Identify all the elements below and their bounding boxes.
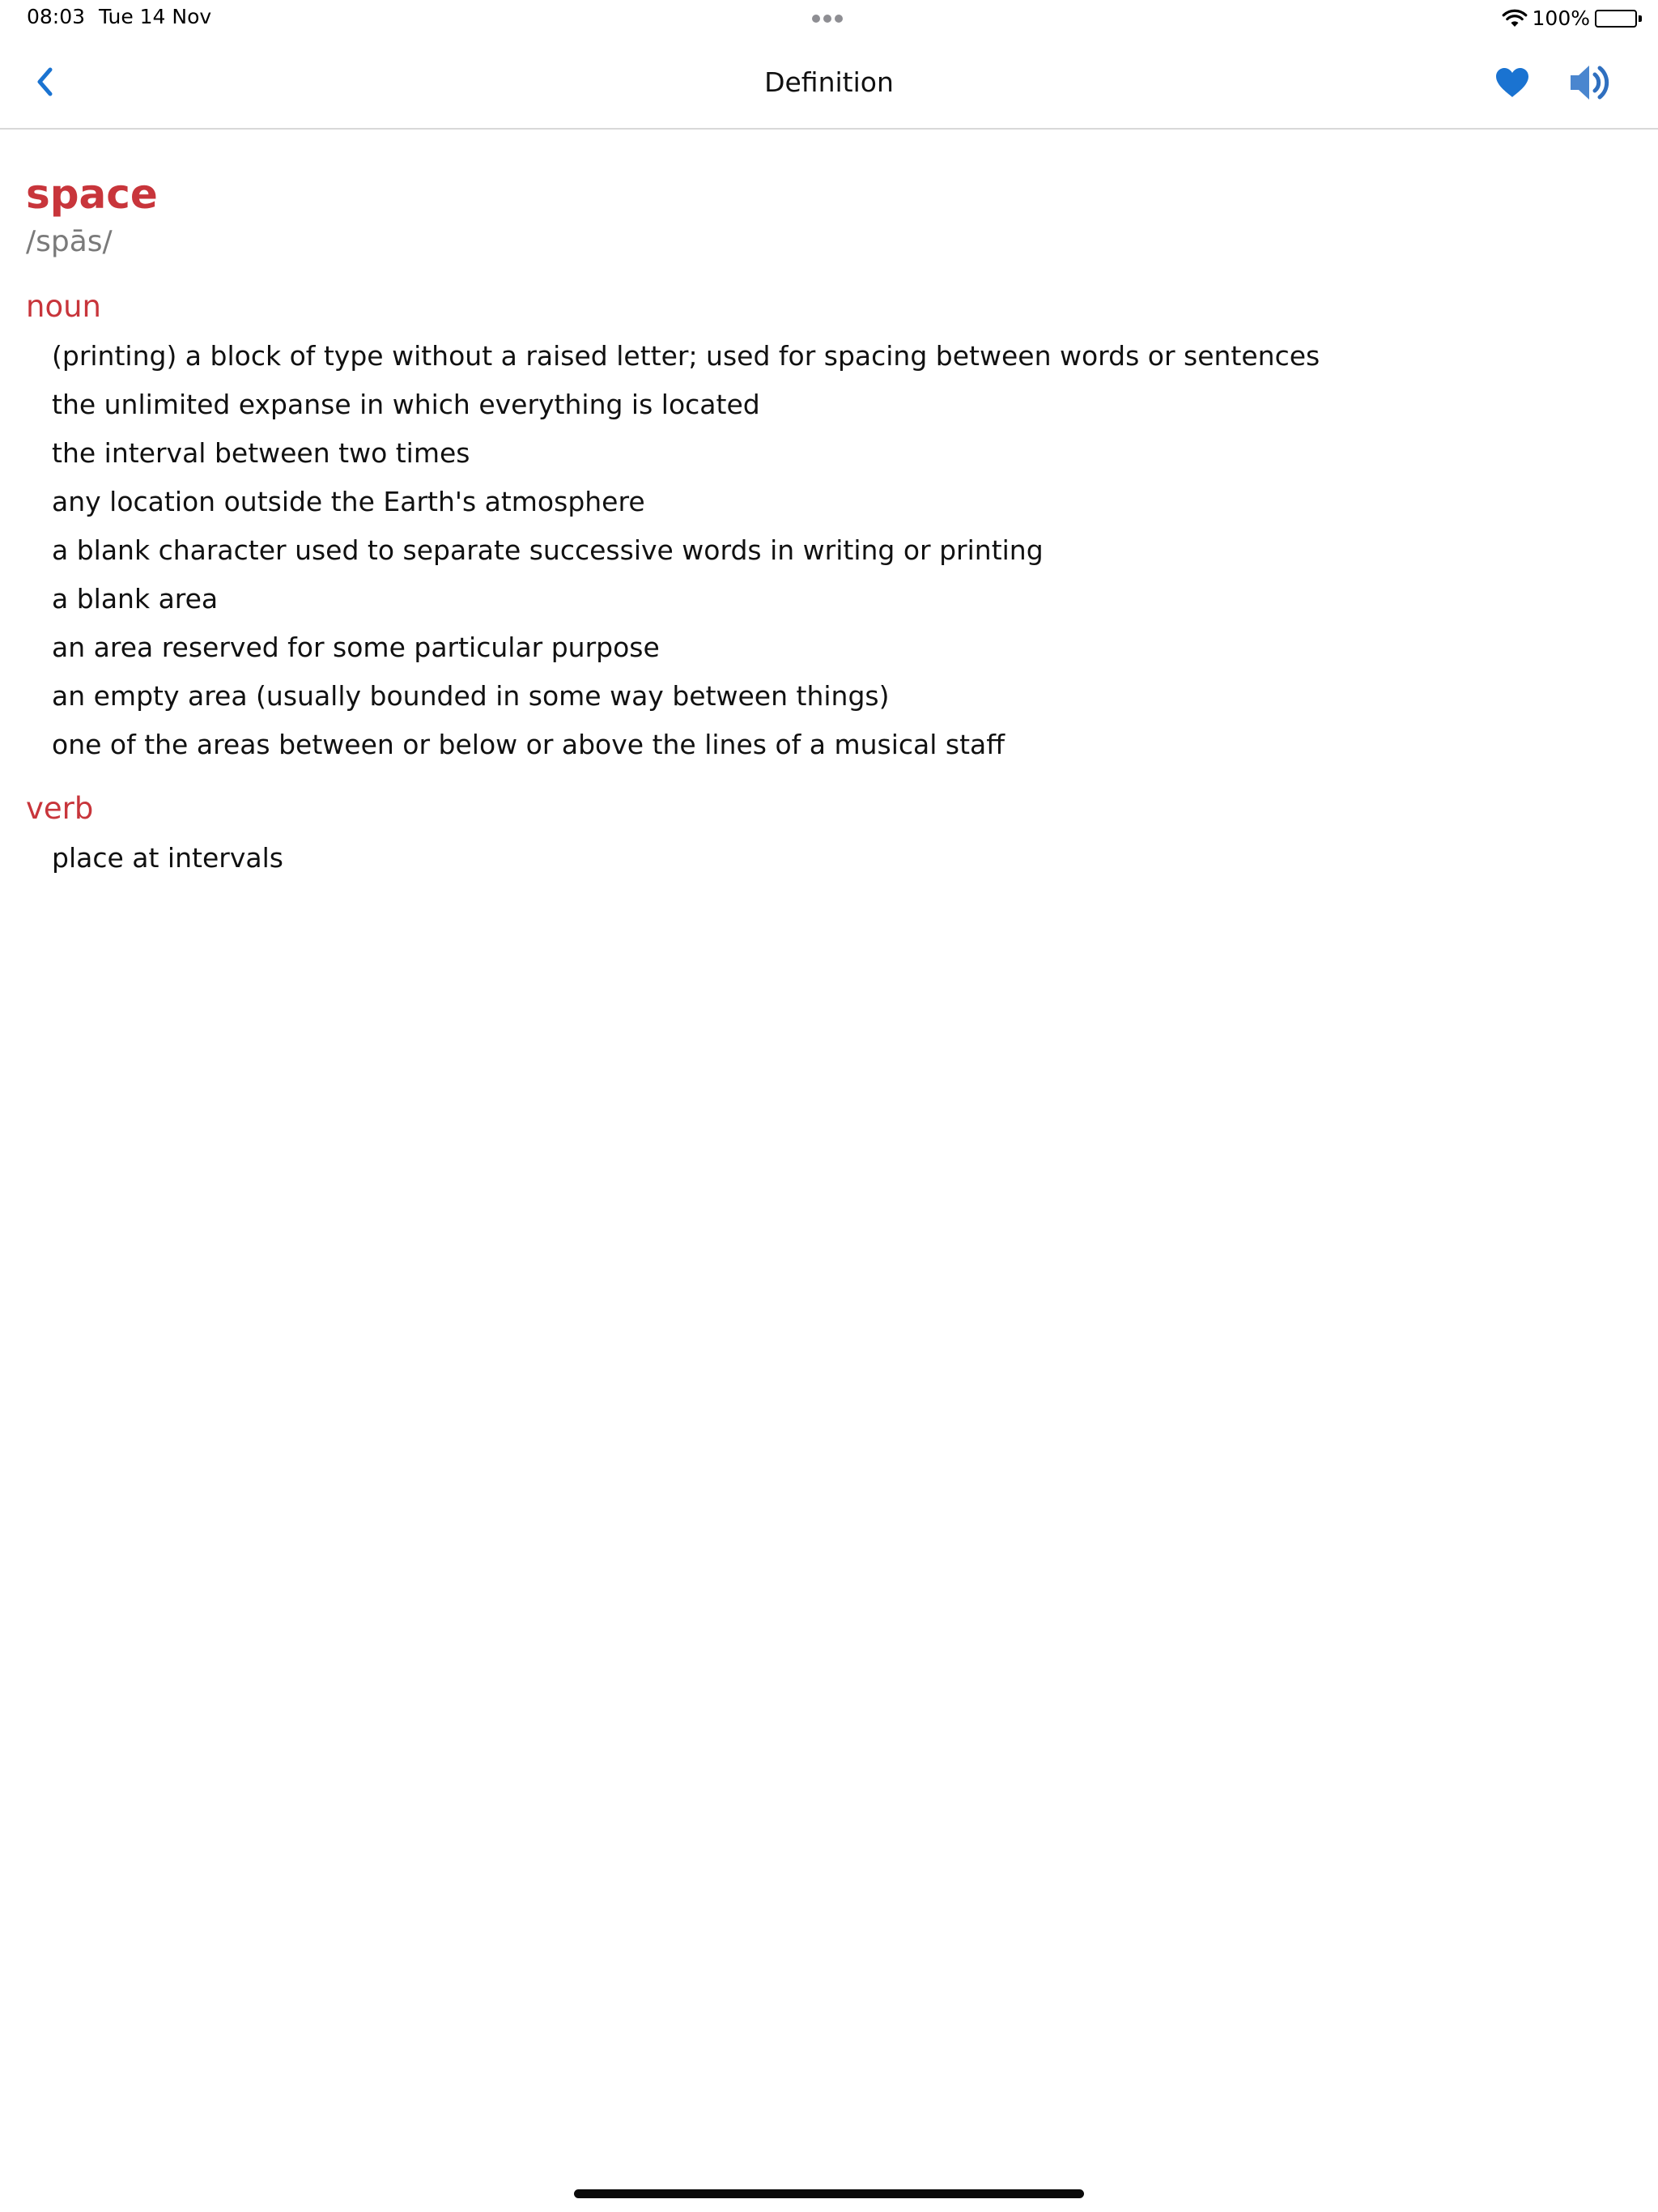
battery-icon <box>1595 10 1642 28</box>
pos-heading-verb: verb <box>26 791 94 826</box>
definition-item: a blank area <box>52 583 219 615</box>
pronunciation-audio-button[interactable] <box>1564 58 1616 110</box>
favorite-button[interactable] <box>1490 62 1535 107</box>
definition-item: one of the areas between or below or above the lines of a musical staff <box>52 729 1005 760</box>
status-date: Tue 14 Nov <box>99 5 212 28</box>
heart-icon <box>1494 66 1530 102</box>
status-time: 08:03 <box>27 5 86 28</box>
definition-item: the interval between two times <box>52 437 470 469</box>
definition-item: (printing) a block of type without a raised letter; used for spacing between words or sentences <box>52 340 1320 372</box>
status-indicators <box>1502 6 1642 30</box>
home-indicator[interactable] <box>574 2189 1084 2198</box>
definition-item: any location outside the Earth's atmosphere <box>52 486 645 517</box>
page-title: Definition <box>764 66 894 98</box>
definition-item: an empty area (usually bounded in some way between things) <box>52 680 890 712</box>
definition-item: an area reserved for some particular purpose <box>52 632 660 663</box>
battery-percentage: 100% <box>1532 6 1590 30</box>
speaker-icon <box>1567 62 1613 107</box>
noun-definitions <box>26 332 1629 769</box>
definition-item: place at intervals <box>52 842 283 874</box>
definition-content <box>26 170 1629 883</box>
headword: space <box>26 171 158 218</box>
pronunciation: /spās/ <box>26 225 113 258</box>
navigation-bar <box>0 39 1658 130</box>
wifi-icon <box>1502 9 1528 28</box>
status-bar <box>0 0 1658 39</box>
verb-definitions <box>26 834 1629 883</box>
definition-item: a blank character used to separate successive words in writing or printing <box>52 534 1044 566</box>
pos-heading-noun: noun <box>26 289 101 324</box>
multitasking-handle[interactable] <box>812 15 843 23</box>
definition-item: the unlimited expanse in which everything is located <box>52 389 760 420</box>
